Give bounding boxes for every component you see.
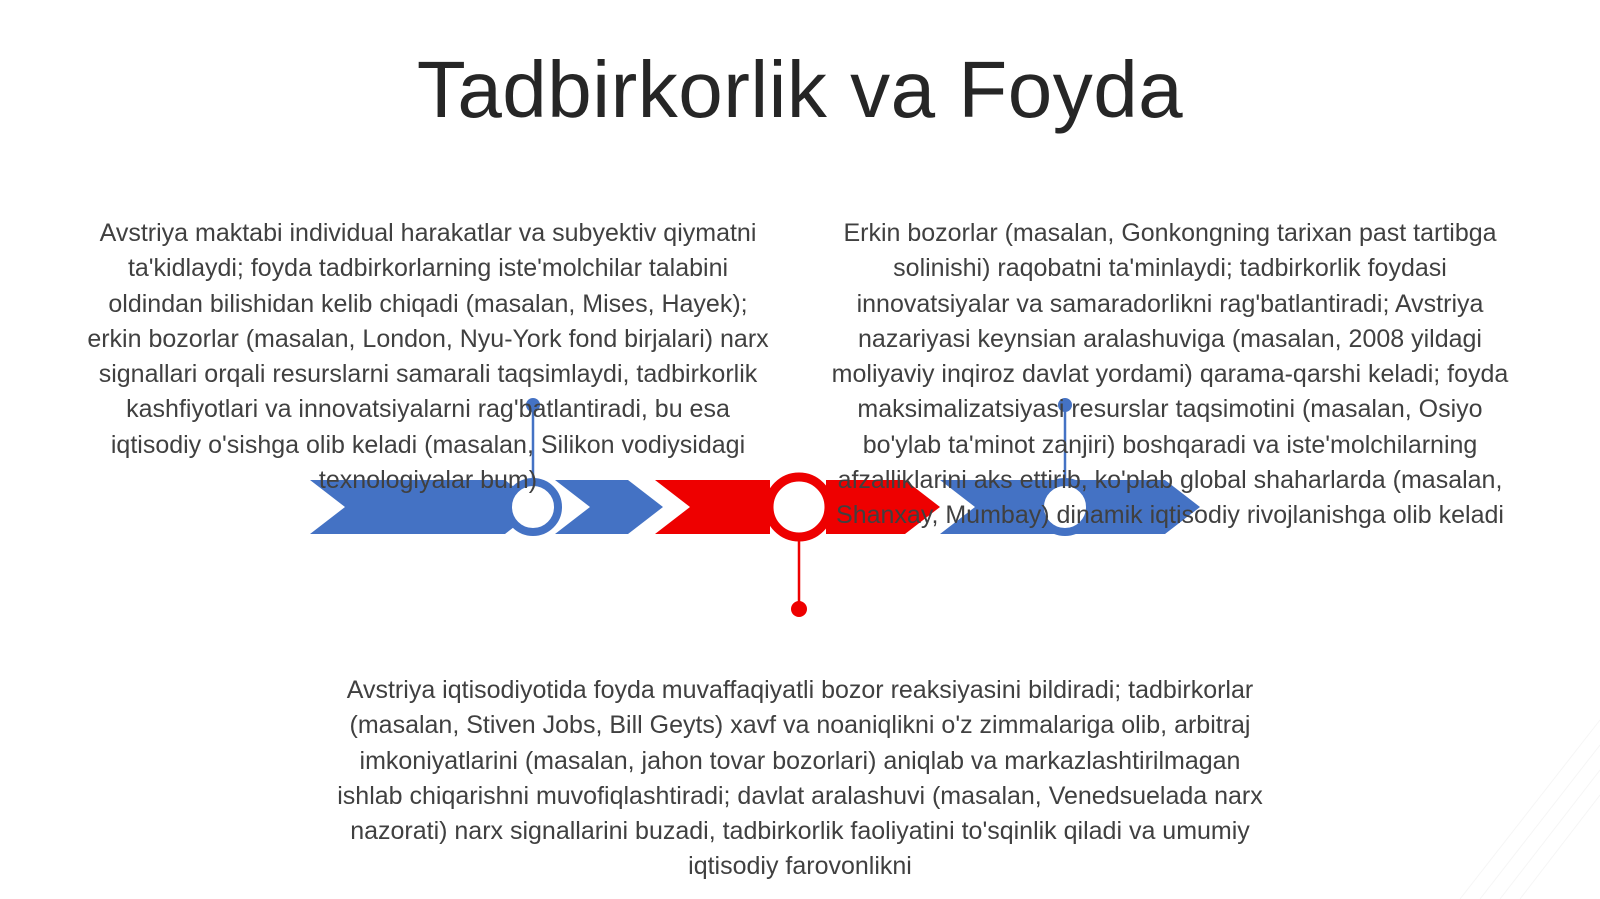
background-pattern xyxy=(1460,720,1600,899)
text-block-bottom: Avstriya iqtisodiyotida foyda muvaffaqiyatli bozor reaksiyasini bildiradi; tadbirkorlar (masalan, Stiven Jobs, Bill Geyts) xavf va noaniqlikni o'z zimmalariga olib, arbitraj imkoniyatlarini (masalan, jahon tovar bozorlari) aniqlab va markazlashtirilmagan ishlab chiqarishni muvofiqlashtiradi; davlat aralashuvi (masalan, Venedsuelada narx nazorati) narx signallarini buzadi, tadbirkorlik faoliyatini to'sqinlik qiladi va umumiy iqtisodiy farovonlikni xyxy=(337,676,1263,881)
milestone-dot-center xyxy=(791,601,807,617)
text-block-right: Erkin bozorlar (masalan, Gonkongning tarixan past tartibga solinishi) raqobatni ta'minlaydi; tadbirkorlik foydasi innovatsiyalar va samaradorlikni rag'batlantiradi; Avstriya nazariyasi keynsian aralashuviga (masalan, 2008 yildagi moliyaviy inqiroz davlat yordami) qarama-qarshi keladi; foyda maksimalizatsiyasi resurslar taqsimotini (masalan, Osiyo bo'ylab ta'minot zanjiri) boshqaradi va iste'molchilarning afzalliklarini aks ettirib, ko'plab global shaharlarda (masalan, Shanxay, Mumbay) dinamik iqtisodiy rivojlanishga olib keladi xyxy=(831,219,1509,530)
text-block-left: Avstriya maktabi individual harakatlar va subyektiv qiymatni ta'kidlaydi; foyda tadbirkorlarning iste'molchilar talabini oldindan bilishidan kelib chiqadi (masalan, Mises, Hayek); erkin bozorlar (masalan, London, Nyu-York fond birjalari) narx signallari orqali resurslarni samarali taqsimlaydi, tadbirkorlik kashfiyotlari va innovatsiyalarni rag'batlantiradi, bu esa iqtisodiy o'sishga olib keladi (masalan, Silikon vodiysidagi texnologiyalar bum) xyxy=(87,219,769,495)
slide-title: Tadbirkorlik va Foyda xyxy=(416,45,1184,134)
